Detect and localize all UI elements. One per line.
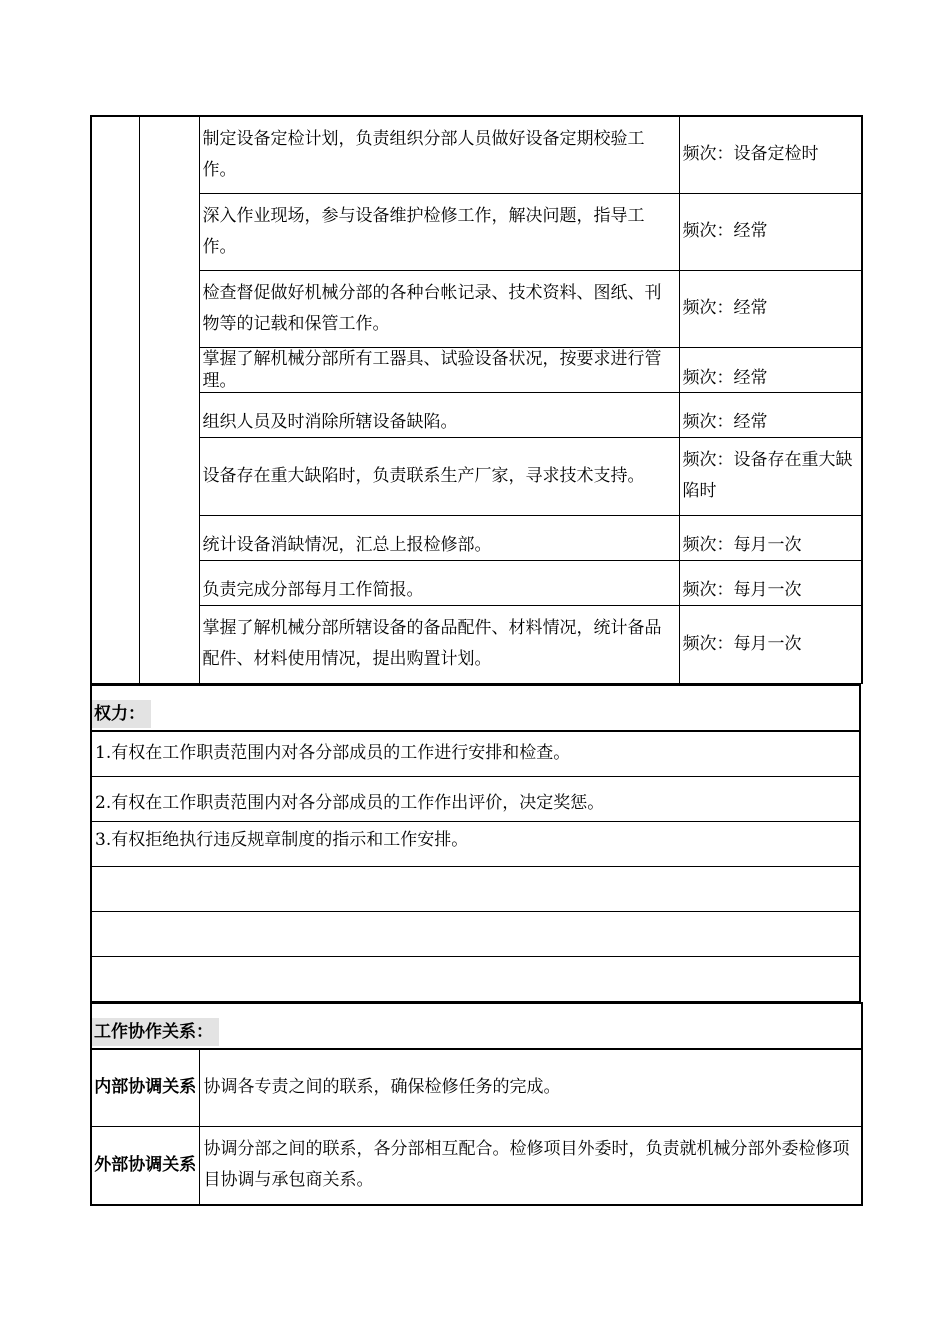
duty-row	[91, 116, 862, 193]
duty-frequency: 频次：经常	[679, 392, 862, 437]
duty-col-blank-1	[91, 116, 139, 683]
duty-task: 负责完成分部每月工作简报。	[199, 560, 679, 605]
duty-task: 掌握了解机械分部所有工器具、试验设备状况，按要求进行管理。	[199, 347, 679, 392]
duty-frequency: 频次：每月一次	[679, 605, 862, 683]
duty-row	[91, 392, 862, 437]
authority-item-row	[91, 866, 860, 911]
authority-item-row	[91, 731, 860, 777]
authority-item	[91, 956, 860, 1001]
duty-row	[91, 270, 862, 347]
internal-relation-text: 协调各专责之间的联系，确保检修任务的完成。	[199, 1049, 862, 1127]
cooperation-heading: 工作协作关系：	[92, 1018, 219, 1046]
authority-item: 2.有权在工作职责范围内对各分部成员的工作作出评价，决定奖惩。	[91, 776, 860, 821]
duty-task: 掌握了解机械分部所辖设备的备品配件、材料情况，统计备品配件、材料使用情况，提出购置计划。	[199, 605, 679, 683]
authority-item-row	[91, 911, 860, 956]
authority-heading-row	[91, 685, 860, 731]
duty-row	[91, 437, 862, 515]
duty-frequency: 频次：经常	[679, 193, 862, 270]
authority-item-row	[91, 776, 860, 821]
duty-task: 统计设备消缺情况，汇总上报检修部。	[199, 515, 679, 560]
job-table	[90, 115, 863, 684]
duty-row	[91, 515, 862, 560]
authority-heading-cell	[91, 685, 860, 731]
cooperation-heading-row	[91, 1003, 862, 1049]
authority-table	[90, 684, 861, 1002]
authority-item: 1.有权在工作职责范围内对各分部成员的工作进行安排和检查。	[91, 731, 860, 777]
duty-frequency: 频次：经常	[679, 270, 862, 347]
duty-task: 深入作业现场，参与设备维护检修工作，解决问题，指导工作。	[199, 193, 679, 270]
authority-item: 3.有权拒绝执行违反规章制度的指示和工作安排。	[91, 821, 860, 866]
duty-row	[91, 605, 862, 683]
duty-frequency: 频次：经常	[679, 347, 862, 392]
duty-task: 制定设备定检计划，负责组织分部人员做好设备定期校验工作。	[199, 116, 679, 193]
external-relation-text: 协调分部之间的联系，各分部相互配合。检修项目外委时，负责就机械分部外委检修项目协调与承包商关系。	[199, 1127, 862, 1205]
internal-relation-label: 内部协调关系	[91, 1049, 199, 1127]
duties-section	[91, 116, 862, 683]
duty-task: 设备存在重大缺陷时，负责联系生产厂家，寻求技术支持。	[199, 437, 679, 515]
duty-frequency: 频次：设备存在重大缺陷时	[679, 437, 862, 515]
cooperation-table	[90, 1002, 863, 1206]
duty-col-blank-2	[139, 116, 199, 683]
duty-row	[91, 193, 862, 270]
duty-row	[91, 347, 862, 392]
job-description-page	[90, 115, 861, 1206]
duty-frequency: 频次：设备定检时	[679, 116, 862, 193]
authority-item-row	[91, 821, 860, 866]
duty-task: 组织人员及时消除所辖设备缺陷。	[199, 392, 679, 437]
authority-heading: 权力：	[92, 700, 151, 728]
external-relation-row	[91, 1127, 862, 1205]
authority-item-row	[91, 956, 860, 1001]
duty-frequency: 频次：每月一次	[679, 560, 862, 605]
authority-item	[91, 866, 860, 911]
duty-task: 检查督促做好机械分部的各种台帐记录、技术资料、图纸、刊物等的记载和保管工作。	[199, 270, 679, 347]
duty-row	[91, 560, 862, 605]
internal-relation-row	[91, 1049, 862, 1127]
authority-item	[91, 911, 860, 956]
cooperation-heading-cell	[91, 1003, 862, 1049]
duty-frequency: 频次：每月一次	[679, 515, 862, 560]
external-relation-label: 外部协调关系	[91, 1127, 199, 1205]
